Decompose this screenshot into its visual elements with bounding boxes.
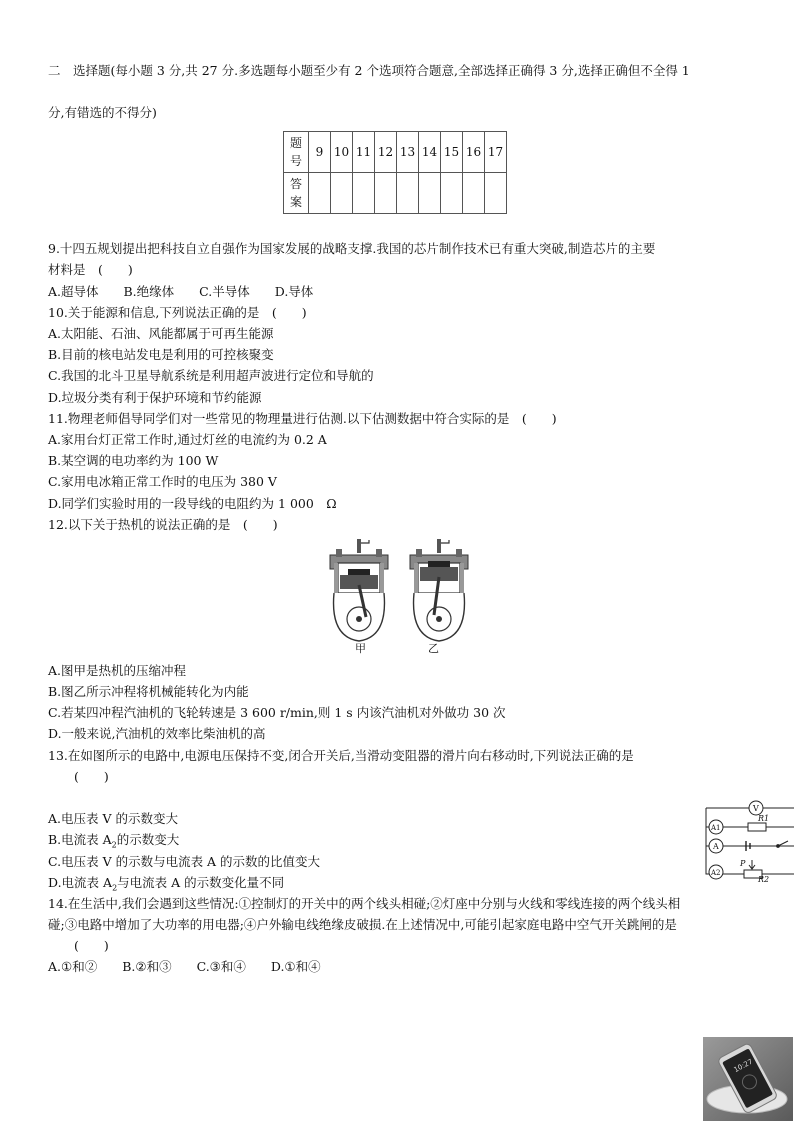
answer-table: [283, 131, 507, 214]
q12-option-c: C.若某四冲程汽油机的飞轮转速是 3 600 r/min,则 1 s 内该汽油机对外做功 30 次: [48, 705, 506, 720]
q9-options: A.超导体 B.绝缘体 C.半导体 D.导体: [48, 284, 314, 299]
circuit-label-R1: R1: [758, 814, 770, 823]
answer-table-number: 15: [441, 132, 463, 173]
q12-stem: 12.以下关于热机的说法正确的是 ( ): [48, 517, 278, 532]
q12-option-a: A.图甲是热机的压缩冲程: [48, 663, 187, 678]
answer-table-number: 14: [419, 132, 441, 173]
q10-option-c: C.我国的北斗卫星导航系统是利用超声波进行定位和导航的: [48, 368, 374, 383]
circuit-label-P: P: [740, 859, 746, 868]
circuit-label-R2: R2: [758, 875, 770, 882]
answer-table-number: 10: [331, 132, 353, 173]
q13-option-c: C.电压表 V 的示数与电流表 A 的示数的比值变大: [48, 854, 321, 869]
q11-option-c: C.家用电冰箱正常工作时的电压为 380 V: [48, 474, 277, 489]
answer-table-answer-header: 答 案: [284, 173, 309, 214]
answer-table-number: 11: [353, 132, 375, 173]
engine-b-diagram: [410, 539, 468, 641]
section-heading-line1: 二 选择题(每小题 3 分,共 27 分.多选题每小题至少有 2 个选项符合题意,全部选择正确得 3 分,选择正确但不全得 1: [48, 63, 690, 78]
q14-stem-line3: ( ): [74, 938, 109, 953]
engine-a-caption: 甲: [355, 642, 366, 655]
answer-table-number: 17: [485, 132, 507, 173]
section-heading-line2: 分,有错选的不得分): [48, 105, 157, 120]
phone-charger-photo: [703, 1037, 793, 1121]
circuit-label-A1: A1: [711, 824, 721, 832]
q11-option-b: B.某空调的电功率约为 100 W: [48, 453, 219, 468]
engine-stroke-figure: [318, 537, 478, 655]
phone-screen-time: 10:27: [732, 1057, 755, 1075]
answer-table-number-row: [284, 132, 507, 173]
answer-cell[interactable]: [419, 173, 441, 214]
q10-option-d: D.垃圾分类有利于保护环境和节约能源: [48, 390, 262, 405]
answer-cell[interactable]: [441, 173, 463, 214]
q13-stem-line1: 13.在如图所示的电路中,电源电压保持不变,闭合开关后,当滑动变阻器的滑片向右移动时,下列说法正确的是: [48, 748, 634, 763]
circuit-label-V: V: [753, 804, 759, 813]
circuit-label-A: A: [713, 842, 719, 851]
q14-stem-line1: 14.在生活中,我们会遇到这些情况:①控制灯的开关中的两个线头相碰;②灯座中分别与火线和零线连接的两个线头相: [48, 896, 681, 911]
q13-option-a: A.电压表 V 的示数变大: [48, 811, 178, 826]
q14-options: A.①和② B.②和③ C.③和④ D.①和④: [48, 959, 321, 974]
q13-option-d: D.电流表 $A_2$与电流表 A 的示数变化量不同: [48, 875, 285, 893]
q9-stem-line2: 材料是 ( ): [48, 262, 133, 277]
q9-stem-line1: 9.十四五规划提出把科技自立自强作为国家发展的战略支撑.我国的芯片制作技术已有重大突破,制造芯片的主要: [48, 241, 656, 256]
q12-option-b: B.图乙所示冲程将机械能转化为内能: [48, 684, 249, 699]
q12-option-d: D.一般来说,汽油机的效率比柴油机的高: [48, 726, 266, 741]
q13-stem-line2: ( ): [74, 769, 109, 784]
q10-option-a: A.太阳能、石油、风能都属于可再生能源: [48, 326, 274, 341]
circuit-label-A2: A2: [711, 869, 721, 877]
engine-a-diagram: [330, 539, 388, 641]
answer-table-number: 13: [397, 132, 419, 173]
q11-stem: 11.物理老师倡导同学们对一些常见的物理量进行估测.以下估测数据中符合实际的是 ( ): [48, 411, 557, 426]
circuit-diagram: [700, 796, 794, 882]
engine-b-caption: 乙: [428, 642, 439, 655]
q11-option-a: A.家用台灯正常工作时,通过灯丝的电流约为 0.2 A: [48, 432, 327, 447]
answer-cell[interactable]: [375, 173, 397, 214]
q10-stem: 10.关于能源和信息,下列说法正确的是 ( ): [48, 305, 307, 320]
answer-cell[interactable]: [309, 173, 331, 214]
answer-cell[interactable]: [331, 173, 353, 214]
answer-table-number: 12: [375, 132, 397, 173]
q14-stem-line2: 碰;③电路中增加了大功率的用电器;④户外输电线绝缘皮破损.在上述情况中,可能引起家庭电路中空气开关跳闸的是: [48, 917, 677, 932]
answer-cell[interactable]: [397, 173, 419, 214]
q11-option-d: D.同学们实验时用的一段导线的电阻约为 1 000 Ω: [48, 496, 337, 511]
answer-table-answer-row: [284, 173, 507, 214]
answer-table-number: 9: [309, 132, 331, 173]
q10-option-b: B.目前的核电站发电是利用的可控核聚变: [48, 347, 274, 362]
q13-option-b: B.电流表 $A_2$的示数变大: [48, 832, 180, 850]
answer-cell[interactable]: [353, 173, 375, 214]
answer-table-number-header: 题 号: [284, 132, 309, 173]
answer-cell[interactable]: [485, 173, 507, 214]
answer-table-number: 16: [463, 132, 485, 173]
answer-cell[interactable]: [463, 173, 485, 214]
